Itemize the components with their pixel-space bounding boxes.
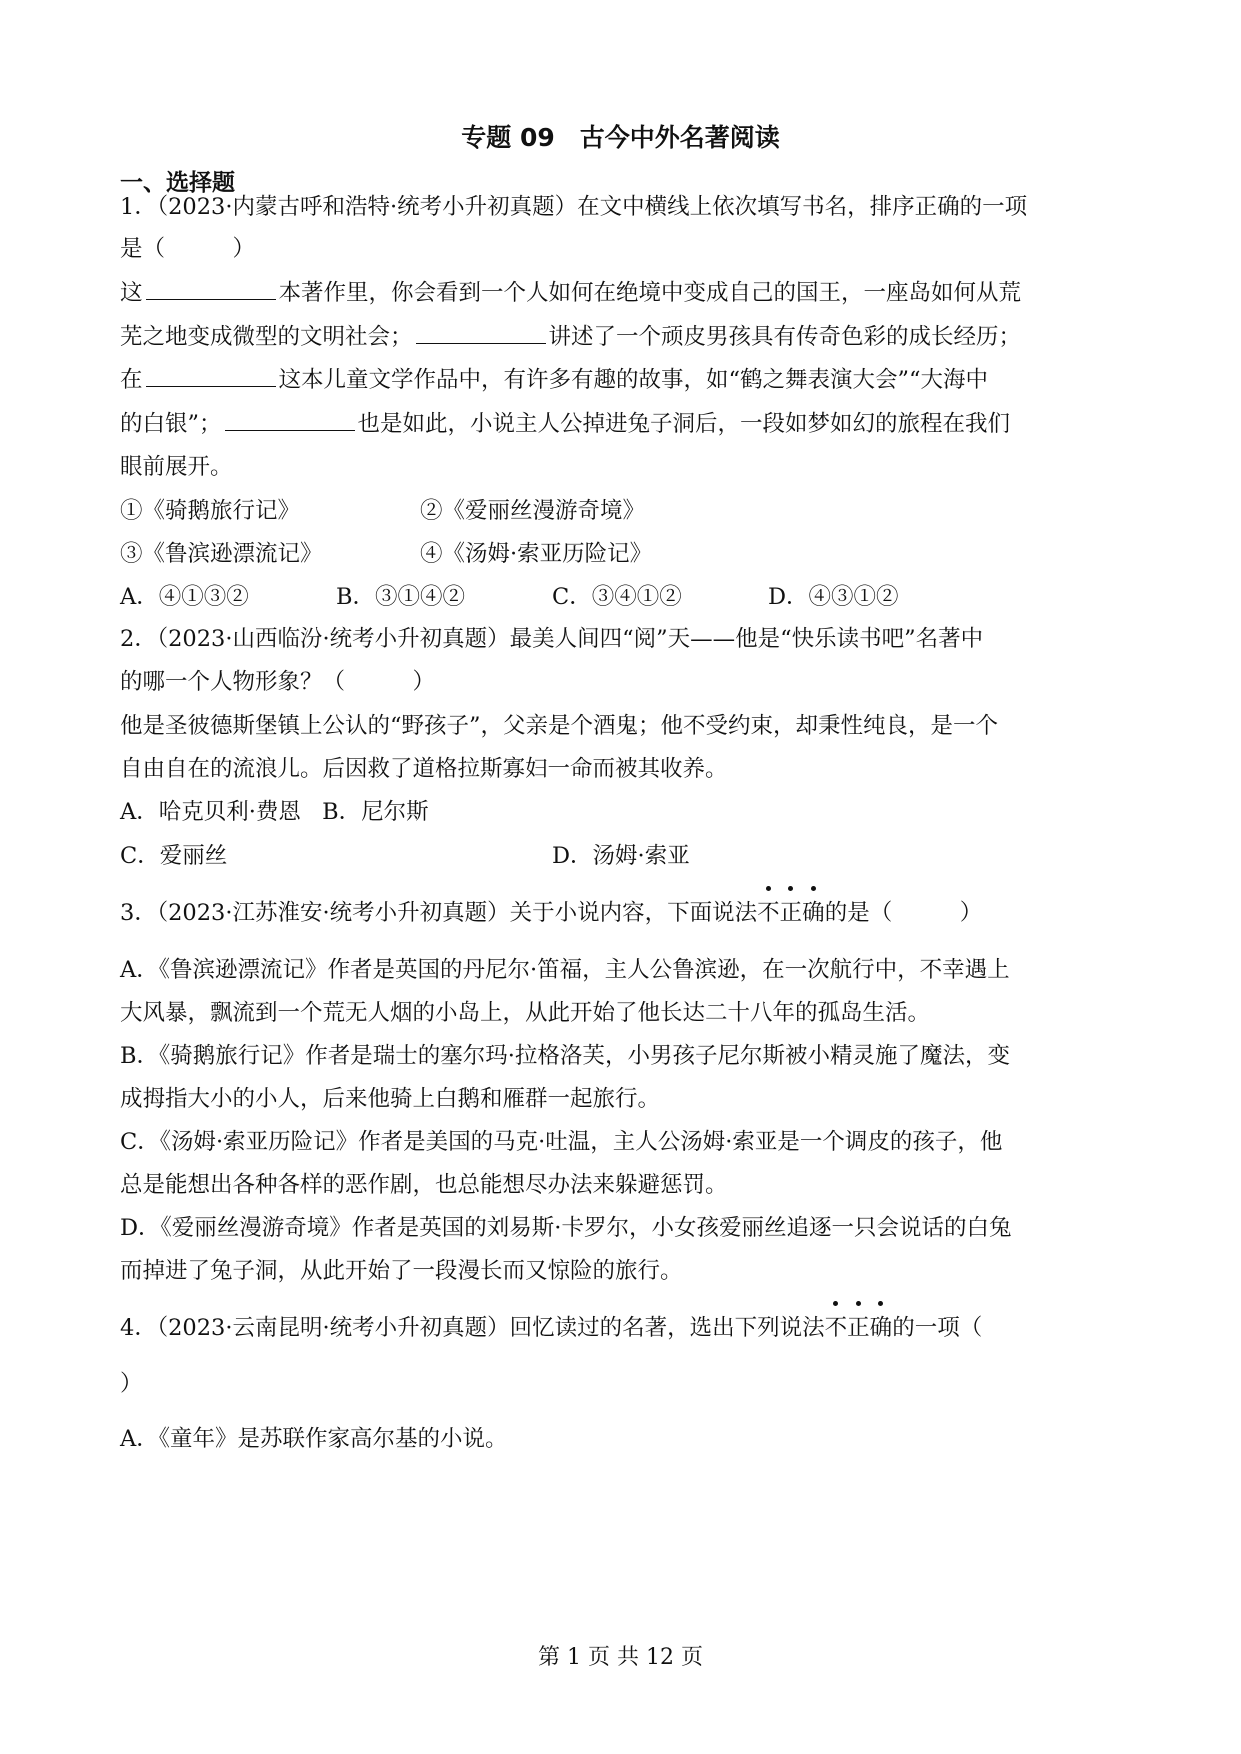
- q1-text: 讲述了一个顽皮男孩具有传奇色彩的成长经历；: [548, 324, 1022, 350]
- q4-stem-text: 的一项（: [892, 1315, 983, 1341]
- choice-a-line1[interactable]: A．《鲁滨逊漂流记》作者是英国的丹尼尔·笛福，主人公鲁滨逊，在一次航行中，不幸遇上: [120, 957, 1010, 983]
- choice-d-line1[interactable]: D．《爱丽丝漫游奇境》作者是英国的刘易斯·卡罗尔，小女孩爱丽丝追逐一只会说话的白兔: [120, 1215, 1012, 1241]
- choice-a[interactable]: A．《童年》是苏联作家高尔基的小说。: [120, 1426, 508, 1452]
- emphasis-char: 确: [870, 1309, 893, 1347]
- q1-books-row1: [120, 492, 1120, 530]
- q3-stem-text: 的是（ ）: [824, 900, 983, 926]
- q3-stem-text: 3．（2023·江苏淮安·统考小升初真题）关于小说内容，下面说法: [120, 900, 758, 926]
- fill-blank: [225, 406, 355, 431]
- section-heading: 一、选择题: [120, 170, 235, 196]
- page-footer: 第 1 页 共 12 页: [538, 1645, 703, 1670]
- q1-books-row2: [120, 535, 1120, 573]
- book-option-1: ①《骑鹅旅行记》: [120, 498, 301, 524]
- fill-blank: [146, 275, 276, 300]
- q1-text: 这: [120, 280, 143, 306]
- q1-text: 本著作里，你会看到一个人如何在绝境中变成自己的国王，一座岛如何从荒: [278, 280, 1022, 306]
- choice-c[interactable]: C．③④①②: [552, 584, 682, 610]
- q4-stem: [120, 1309, 982, 1347]
- choice-b[interactable]: B．尼尔斯: [322, 799, 429, 825]
- q1-text: 也是如此，小说主人公掉进兔子洞后，一段如梦如幻的旅程在我们: [357, 411, 1011, 437]
- q4-stem-text: 4．（2023·云南昆明·统考小升初真题）回忆读过的名著，选出下列说法: [120, 1315, 825, 1341]
- emphasis-char: 正: [780, 894, 803, 932]
- choice-b[interactable]: B．③①④②: [336, 584, 466, 610]
- choice-b-line2: 成拇指大小的小人，后来他骑上白鹅和雁群一起旅行。: [120, 1086, 661, 1112]
- q1-passage-line1: [120, 274, 1021, 312]
- q1-text: 芜之地变成微型的文明社会；: [120, 324, 413, 350]
- fill-blank: [146, 362, 276, 387]
- page-title: 专题 09 古今中外名著阅读: [461, 123, 780, 152]
- choice-b-line1[interactable]: B．《骑鹅旅行记》作者是瑞士的塞尔玛·拉格洛芙，小男孩子尼尔斯被小精灵施了魔法，变: [120, 1043, 1010, 1069]
- q1-text: 这本儿童文学作品中，有许多有趣的故事，如“鹤之舞表演大会”“大海中: [278, 367, 989, 393]
- q1-passage-line2: [120, 318, 1021, 356]
- fill-blank: [416, 319, 546, 344]
- choice-d-line2: 而掉进了兔子洞，从此开始了一段漫长而又惊险的旅行。: [120, 1258, 683, 1284]
- q2-passage-line1: 他是圣彼德斯堡镇上公认的“野孩子”，父亲是个酒鬼；他不受约束，却秉性纯良，是一个: [120, 713, 999, 739]
- emphasis-char: 确: [802, 894, 825, 932]
- q2-passage-line2: 自由自在的流浪儿。后因救了道格拉斯寡妇一命而被其收养。: [120, 756, 728, 782]
- choice-c-line2: 总是能想出各种各样的恶作剧，也总能想尽办法来躲避惩罚。: [120, 1172, 728, 1198]
- q1-passage-line3: [120, 361, 988, 399]
- book-option-4: ④《汤姆·索亚历险记》: [420, 541, 653, 567]
- choice-d[interactable]: D．④③①②: [768, 584, 899, 610]
- q4-stem-close: ）: [120, 1371, 143, 1397]
- q1-text: 在: [120, 367, 143, 393]
- q2-options-row2: [120, 837, 1120, 875]
- choice-d[interactable]: D．汤姆·索亚: [552, 843, 690, 869]
- q2-stem-line2: 的哪一个人物形象？（ ）: [120, 669, 436, 695]
- q2-stem-line1: 2．（2023·山西临汾·统考小升初真题）最美人间四“阅”天——他是“快乐读书吧”名著中: [120, 626, 984, 652]
- book-option-3: ③《鲁滨逊漂流记》: [120, 541, 323, 567]
- emphasis-char: 不: [825, 1309, 848, 1347]
- book-option-2: ②《爱丽丝漫游奇境》: [420, 498, 646, 524]
- q1-passage-line4: [120, 405, 1010, 443]
- choice-a[interactable]: A．哈克贝利·费恩: [120, 799, 301, 825]
- emphasis-char: 不: [757, 894, 780, 932]
- q1-stem-line2: 是（ ）: [120, 236, 256, 262]
- emphasis-char: 正: [847, 1309, 870, 1347]
- choice-c[interactable]: C．爱丽丝: [120, 843, 228, 869]
- choice-a[interactable]: A．④①③②: [120, 584, 249, 610]
- choice-a-line2: 大风暴，飘流到一个荒无人烟的小岛上，从此开始了他长达二十八年的孤岛生活。: [120, 1000, 931, 1026]
- q2-options-row1: [120, 793, 1120, 831]
- q1-stem-line1: 1．（2023·内蒙古呼和浩特·统考小升初真题）在文中横线上依次填写书名，排序正确的一项: [120, 194, 1028, 220]
- q1-text: 的白银”；: [120, 411, 222, 437]
- choice-c-line1[interactable]: C．《汤姆·索亚历险记》作者是美国的马克·吐温，主人公汤姆·索亚是一个调皮的孩子，他: [120, 1129, 1003, 1155]
- q1-answer-options: [120, 578, 1120, 616]
- q3-stem: [120, 894, 982, 932]
- q1-passage-line5: 眼前展开。: [120, 454, 233, 480]
